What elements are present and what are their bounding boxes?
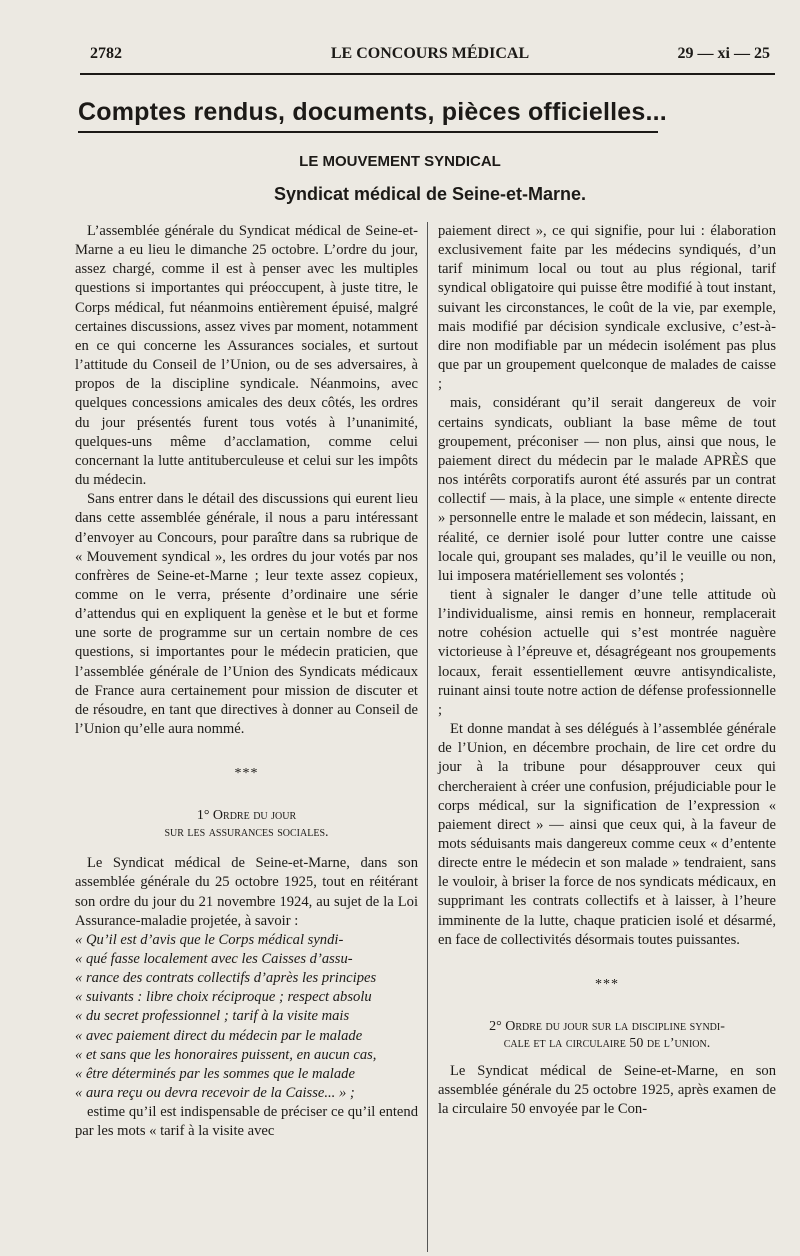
page-number: 2782	[90, 45, 122, 62]
section-heading-line: 2° Ordre du jour sur la discipline syndi-	[489, 1018, 725, 1034]
column-divider	[427, 222, 428, 1252]
paragraph: Le Syndicat médical de Seine-et-Marne, en son assemblée générale du 25 octobre 1925, après examen de la circulaire 50 envoyée par le Con-	[438, 1062, 776, 1118]
paragraph: L’assemblée générale du Syndicat médical de Seine-et-Marne a eu lieu le dimanche 25 octobre. L’ordre du jour, assez chargé, comme il est à penser avec les multiples questions si importantes qui préoccupent, à juste titre, le Corps médical, fut néanmoins entièrement épuisé, malgré certaines discussions, assez vives par moment, notamment en ce qui concerne les Assurances sociales, et surtout l’attitude du Conseil de l’Union, ou de ses adversaires, à propos de la discipline syndicale. Néanmoins, avec quelques concessions amicales des deux côtés, les ordres du jour présentés furent tous votés à l’unanimité, quelques-uns même d’acclamation, comme celui concernant la lutte antituberculeuse et celui sur les impôts du médecin.	[75, 223, 418, 489]
section-heading	[75, 807, 418, 841]
asterism: ***	[234, 766, 259, 782]
rubric-underline	[78, 131, 658, 133]
quotation-block	[75, 931, 418, 1103]
paragraph: Le Syndicat médical de Seine-et-Marne, dans son assemblée générale du 25 octobre 1925, tout en réitérant son ordre du jour du 21 novembre 1924, au sujet de la Loi Assurance-maladie projetée, à savoir :	[75, 855, 418, 929]
section-heading	[438, 1018, 776, 1052]
header-rule	[80, 73, 775, 75]
paragraph: tient à signaler le danger d’une telle attitude où l’individualisme, ainsi remis en honneur, remplacerait notre cohésion actuelle qui s’est montrée naguère victorieuse à l’épreuve et, désagrégeant nos groupements locaux, ferait essentiellement œuvre antisyndicaliste, ruinant ainsi toute notre action de défense professionnelle ;	[438, 586, 776, 718]
journal-title: LE CONCOURS MÉDICAL	[330, 45, 530, 62]
issue-date: 29 — xi — 25	[677, 45, 770, 62]
quote-line: « être déterminés par les sommes que le malade	[75, 1065, 355, 1082]
quote-line: « qué fasse localement avec les Caisses d’assu-	[75, 951, 353, 967]
section-heading-line: 1° Ordre du jour	[196, 808, 297, 824]
paragraph: mais, considérant qu’il serait dangereux de voir certains syndicats, oubliant la base même de tout groupement, préconiser — non plus, ainsi que nous, le paiement direct du médecin par le malade APRÈS que nos intérêts corporatifs auront été assurés par un contrat collectif — mais, à la place, une simple « entente directe » personnelle entre le malade et son médecin, laissant, en réalité, ce dernier isolé pour lutter contre une caisse locale qui, groupant ses malades, qu’il le veuille ou non, lui imposera matériellement ses volontés ;	[438, 395, 776, 584]
right-column	[438, 222, 776, 1119]
quote-line: « avec paiement direct du médecin par le malade	[75, 1027, 363, 1044]
article-title: Syndicat médical de Seine-et-Marne.	[273, 184, 587, 204]
running-head	[90, 45, 770, 71]
section-heading-line: cale et la circulaire 50 de l’union.	[503, 1035, 711, 1051]
asterism: ***	[595, 976, 619, 992]
quote-line: « du secret professionnel ; tarif à la visite mais	[75, 1008, 350, 1025]
paragraph: estime qu’il est indispensable de préciser ce qu’il entend par les mots « tarif à la visite avec	[75, 1104, 418, 1140]
section-title: LE MOUVEMENT SYNDICAL	[299, 153, 501, 170]
quote-line: « rance des contrats collectifs d’après les principes	[75, 970, 377, 987]
quote-line: « aura reçu ou devra recevoir de la Caisse... » ;	[75, 1085, 355, 1102]
section-heading-line: sur les assurances sociales.	[164, 825, 329, 841]
quote-line: « Qu’il est d’avis que le Corps médical syndi-	[75, 931, 344, 948]
left-column	[75, 222, 418, 1142]
quote-line: « suivants : libre choix réciproque ; respect absolu	[75, 989, 372, 1006]
rubric-heading: Comptes rendus, documents, pièces officielles...	[78, 98, 667, 126]
paragraph: Sans entrer dans le détail des discussions qui eurent lieu dans cette assemblée générale, il nous a paru intéressant d’envoyer au Concours, pour paraître dans sa rubrique de « Mouvement syndical », les ordres du jour votés par nos confrères de Seine-et-Marne ; leur texte assez copieux, comme on le verra, présente d’ordinaire une série d’attendus qui en expliquent la genèse et le but et forme une sorte de programme sur un certain nombre de ces questions, si importantes pour le médecin praticien, que l’assemblée générale de l’Union des Syndicats médicaux de France aura certainement pour mission de discuter et de résoudre, en tant que directives à donner au Conseil de l’Union qu’elle aura nommé.	[75, 491, 418, 738]
paragraph: paiement direct », ce qui signifie, pour lui : élaboration exclusivement faite par les médecins syndiqués, d’un tarif minimum local ou tout au plus régional, tarif syndical obligatoire qui puisse être modifié à tout instant, suivant les circonstances, le coût de la vie, par exemple, mais modifié par décision syndicale exclusive, c’est-à-dire non modifiable par un médecin isolément pas plus que par un groupement quelconque de malades de caisse ;	[438, 223, 776, 393]
quote-line: « et sans que les honoraires puissent, en aucun cas,	[75, 1046, 377, 1063]
paragraph: Et donne mandat à ses délégués à l’assemblée générale de l’Union, en décembre prochain, de lire cet ordre du jour à la tribune pour désapprouver ceux qui chercheraient à créer une confusion, préjudiciable pour le corps médical, sur la signification de l’expression « paiement direct » — ainsi que ceux qui, à la faveur de mots séduisants mais dangereux comme ceux « d’entente directe entre le médecin et son malade » tendraient, sans le vouloir, à briser la force de nos syndicats médicaux, en supprimant les contrats collectifs et à laisser, à l’heure imminente de la lutte, chaque praticien isolé et désarmé, en face de collectivités désormais toutes puissantes.	[438, 721, 776, 948]
